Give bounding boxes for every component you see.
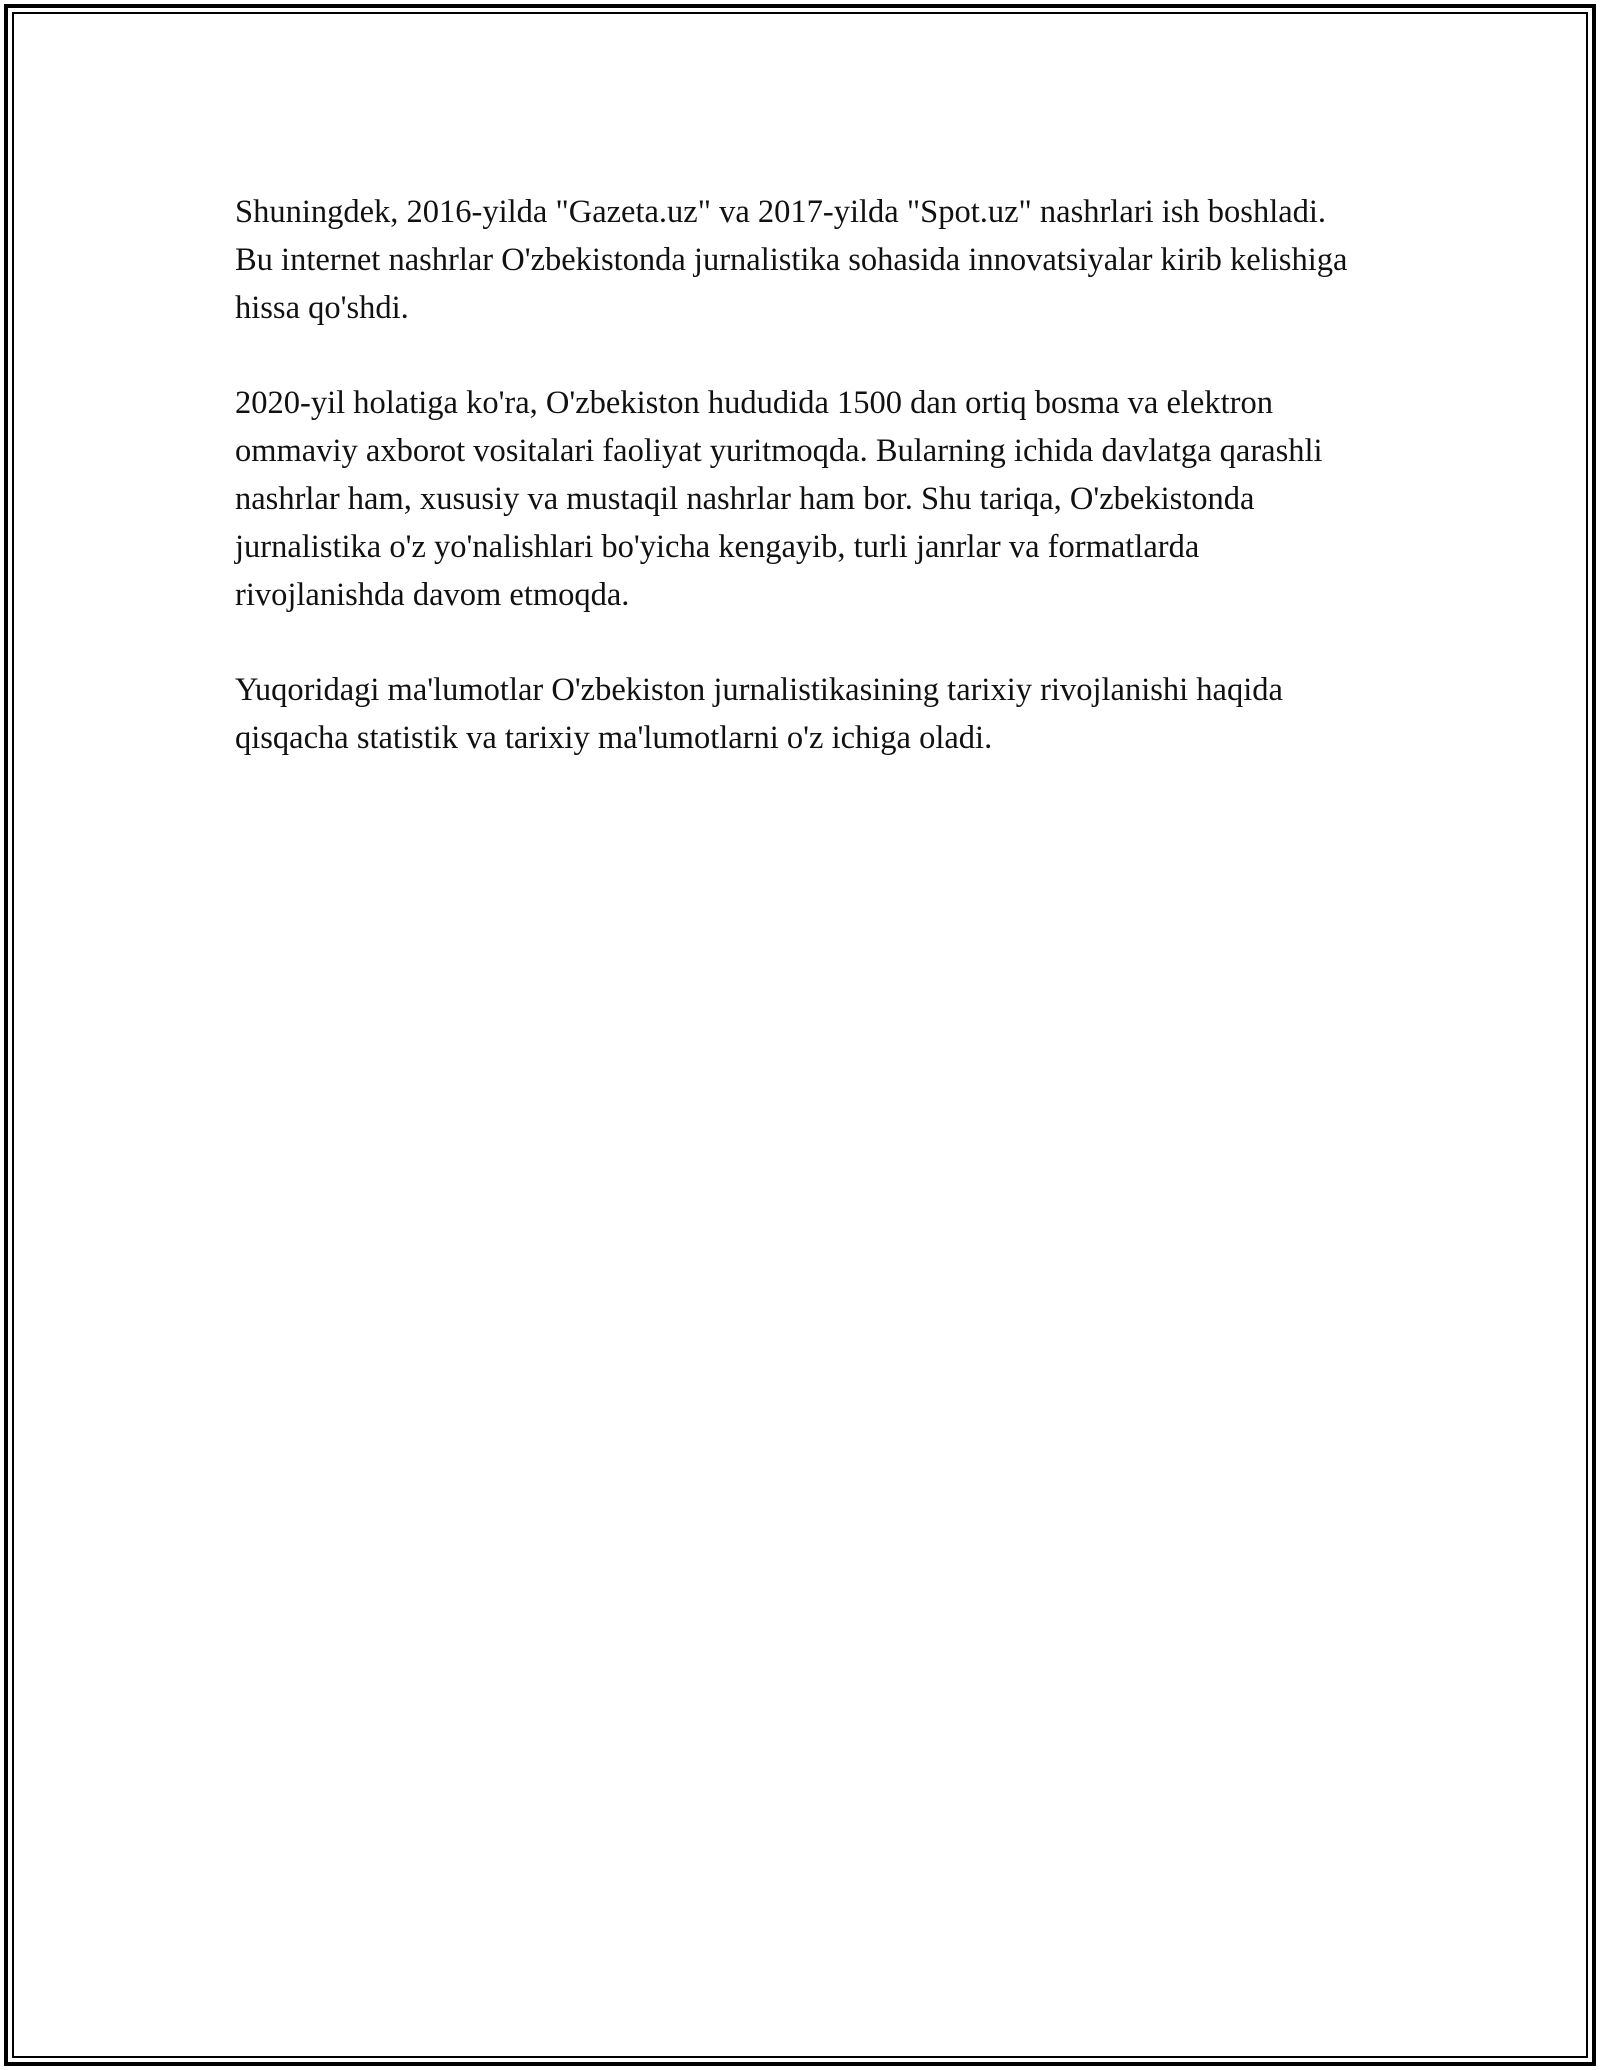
paragraph-3: Yuqoridagi ma'lumotlar O'zbekiston jurnalistikasining tarixiy rivojlanishi haqida qisqacha statistik va tarixiy ma'lumotlarni o'z ichiga oladi. [235, 672, 1283, 756]
paragraph-1: Shuningdek, 2016-yilda "Gazeta.uz" va 2017-yilda "Spot.uz" nashrlari ish boshladi. Bu internet nashrlar O'zbekistonda jurnalistika sohasida innovatsiyalar kirib kelishiga hissa qo'shdi. [235, 194, 1348, 326]
paragraph-2: 2020-yil holatiga ko'ra, O'zbekiston hududida 1500 dan ortiq bosma va elektron ommaviy axborot vositalari faoliyat yuritmoqda. Bularning ichida davlatga qarashli nashrlar ham, xususiy va mustaqil nashrlar ham bor. Shu tariqa, O'zbekistonda jurnalistika o'z yo'nalishlari bo'yicha kengayib, turli janrlar va formatlarda rivojlanishda davom etmoqda. [235, 385, 1323, 613]
document-body [235, 188, 1365, 809]
